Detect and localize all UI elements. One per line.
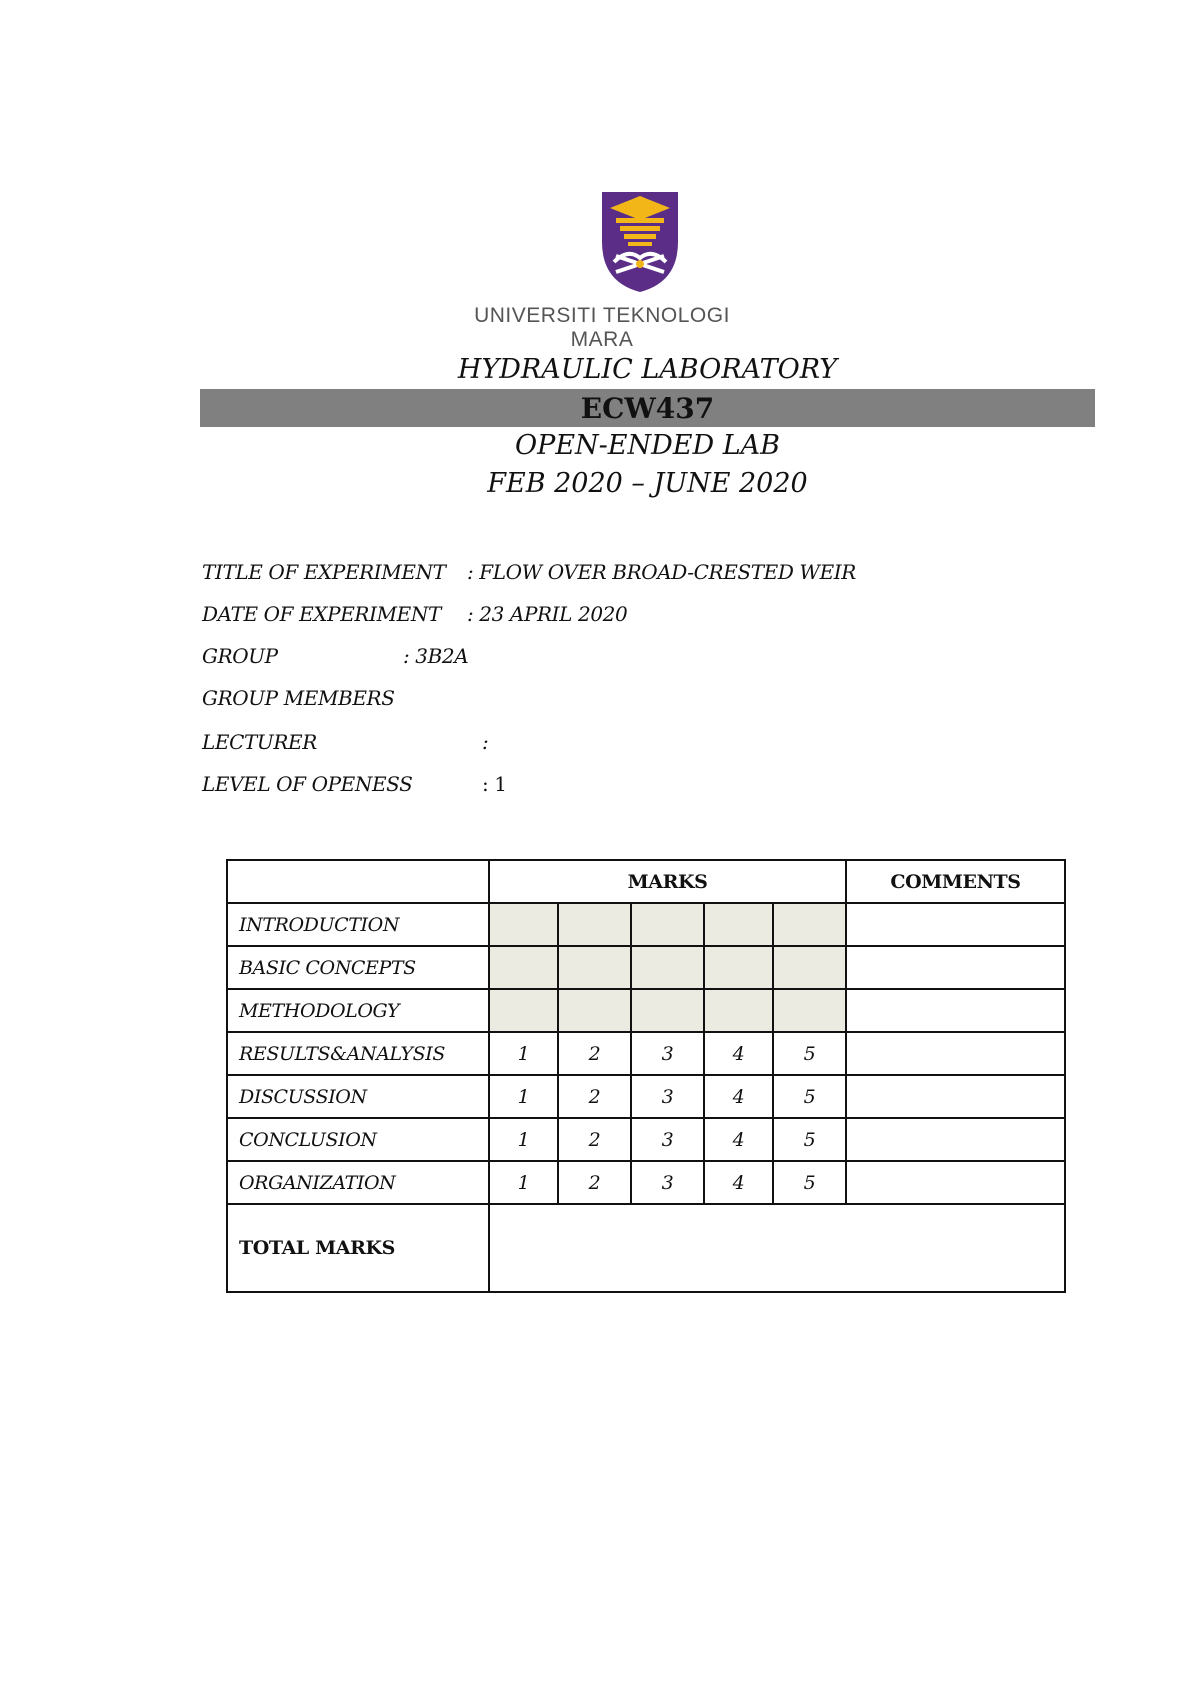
score-option[interactable]: 3 [631,1075,704,1118]
score-option[interactable]: 5 [773,1161,846,1204]
title-label: TITLE OF EXPERIMENT [202,560,446,584]
row-label: ORGANIZATION [227,1161,489,1204]
row-label: INTRODUCTION [227,903,489,946]
date-label: DATE OF EXPERIMENT [202,602,441,626]
score-cell[interactable] [773,989,846,1032]
table-header-row [227,860,1065,903]
university-name: UNIVERSITI TEKNOLOGI MARA [474,304,730,351]
score-option[interactable]: 2 [558,1032,631,1075]
row-label: BASIC CONCEPTS [227,946,489,989]
date-value: : 23 APRIL 2020 [467,602,628,626]
row-label: RESULTS&ANALYSIS [227,1032,489,1075]
openness-label: LEVEL OF OPENESS [202,772,413,796]
table-row [227,946,1065,989]
score-cell[interactable] [773,903,846,946]
score-option[interactable]: 2 [558,1161,631,1204]
table-row [227,903,1065,946]
total-marks-label: TOTAL MARKS [227,1204,489,1292]
comment-cell[interactable] [846,1161,1065,1204]
course-code: ECW437 [580,392,715,425]
score-option[interactable]: 1 [489,1118,558,1161]
score-cell[interactable] [704,989,773,1032]
score-cell[interactable] [773,946,846,989]
lecturer-value: : [482,730,489,754]
score-cell[interactable] [631,903,704,946]
score-option[interactable]: 2 [558,1118,631,1161]
comment-cell[interactable] [846,1032,1065,1075]
score-option[interactable]: 1 [489,1075,558,1118]
comment-cell[interactable] [846,1118,1065,1161]
marks-header: MARKS [489,860,846,903]
score-option[interactable]: 4 [704,1161,773,1204]
openness-value: : 1 [482,772,507,796]
row-label: METHODOLOGY [227,989,489,1032]
score-cell[interactable] [558,989,631,1032]
score-option[interactable]: 2 [558,1075,631,1118]
group-value: : 3B2A [403,644,469,668]
members-label: GROUP MEMBERS [202,686,395,710]
score-option[interactable]: 3 [631,1118,704,1161]
score-cell[interactable] [704,903,773,946]
score-option[interactable]: 4 [704,1032,773,1075]
row-label: DISCUSSION [227,1075,489,1118]
lab-type: OPEN-ENDED LAB [515,430,780,461]
title-value: : FLOW OVER BROAD-CRESTED WEIR [467,560,856,584]
score-option[interactable]: 5 [773,1118,846,1161]
score-cell[interactable] [489,946,558,989]
score-cell[interactable] [558,903,631,946]
score-option[interactable]: 3 [631,1032,704,1075]
score-option[interactable]: 5 [773,1075,846,1118]
total-row [227,1204,1065,1292]
score-cell[interactable] [489,989,558,1032]
group-label: GROUP [202,644,278,668]
score-option[interactable]: 1 [489,1161,558,1204]
comment-cell[interactable] [846,946,1065,989]
lecturer-label: LECTURER [202,730,317,754]
lab-title: HYDRAULIC LABORATORY [457,354,838,385]
uitm-crest-icon [600,190,680,294]
score-option[interactable]: 4 [704,1075,773,1118]
score-option[interactable]: 5 [773,1032,846,1075]
total-marks-cell[interactable] [489,1204,1065,1292]
comment-cell[interactable] [846,903,1065,946]
table-row [227,1118,1065,1161]
table-row [227,989,1065,1032]
table-row [227,1075,1065,1118]
uitm-logo [474,190,730,351]
score-option[interactable]: 3 [631,1161,704,1204]
semester: FEB 2020 – JUNE 2020 [487,468,808,499]
score-option[interactable]: 1 [489,1032,558,1075]
table-row [227,1032,1065,1075]
row-label: CONCLUSION [227,1118,489,1161]
table-row [227,1161,1065,1204]
header-empty-cell [227,860,489,903]
score-cell[interactable] [631,946,704,989]
marks-table [226,859,1066,1293]
score-cell[interactable] [704,946,773,989]
comment-cell[interactable] [846,1075,1065,1118]
score-cell[interactable] [489,903,558,946]
score-option[interactable]: 4 [704,1118,773,1161]
comment-cell[interactable] [846,989,1065,1032]
score-cell[interactable] [631,989,704,1032]
score-cell[interactable] [558,946,631,989]
comments-header: COMMENTS [846,860,1065,903]
